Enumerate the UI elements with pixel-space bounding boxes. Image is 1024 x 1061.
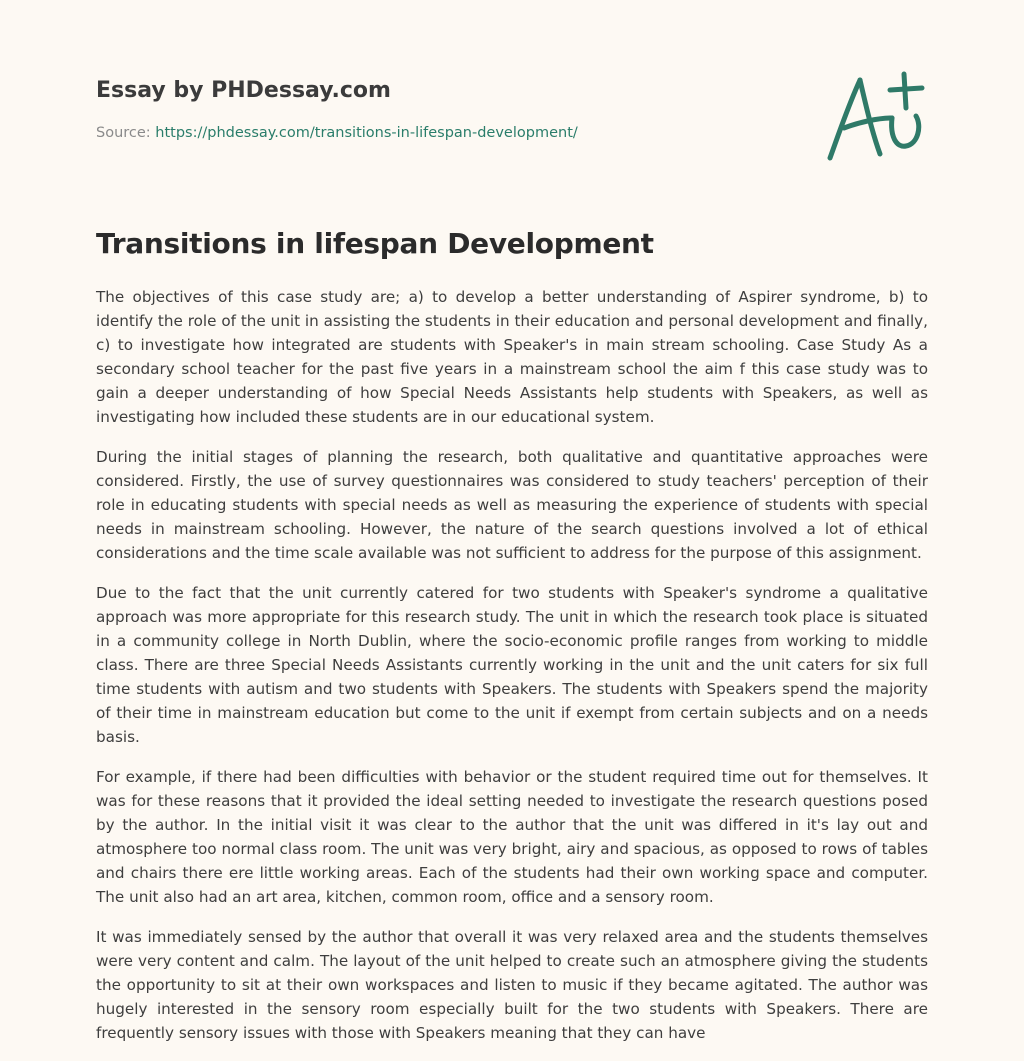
essay-paragraph: It was immediately sensed by the author that overall it was very relaxed area and the students themselves were very content and calm. The layout of the unit helped to create such an atmosphere giving the students the opportunity to sit at their own workspaces and listen to music if they became agitated. The author was hugely interested in the sensory room especially built for the two students with Speakers. There are frequently sensory issues with those with Speakers meaning that they can have [96, 928, 928, 1042]
a-plus-logo-icon [820, 66, 932, 166]
essay-paragraph: Due to the fact that the unit currently catered for two students with Speaker's syndrome a qualitative approach was more appropriate for this research study. The unit in which the research took place is situated in a community college in North Dublin, where the socio-economic profile ranges from working to middle class. There are three Special Needs Assistants currently working in the unit and the unit caters for six full time students with autism and two students with Speakers. The students with Speakers spend the majority of their time in mainstream education but come to the unit if exempt from certain subjects and on a needs basis. [96, 584, 928, 746]
essay-body [96, 285, 928, 1061]
essay-title: Transitions in lifespan Development [96, 227, 654, 260]
site-title: Essay by PHDessay.com [96, 78, 391, 103]
essay-paragraph: During the initial stages of planning the research, both qualitative and quantitative approaches were considered. Firstly, the use of survey questionnaires was considered to study teachers' perception of their role in educating students with special needs as well as measuring the experience of students with special needs in mainstream schooling. However, the nature of the search questions involved a lot of ethical considerations and the time scale available was not sufficient to address for the purpose of this assignment. [96, 448, 928, 562]
page-header [96, 76, 796, 143]
source-label: Source: [96, 125, 156, 141]
source-link[interactable]: https://phdessay.com/transitions-in-lifespan-development/ [155, 125, 578, 141]
essay-paragraph: For example, if there had been difficulties with behavior or the student required time out for themselves. It was for these reasons that it provided the ideal setting needed to investigate the research questions posed by the author. In the initial visit it was clear to the author that the unit was differed in it's lay out and atmosphere too normal class room. The unit was very bright, airy and spacious, as opposed to rows of tables and chairs there ere little working areas. Each of the students had their own working space and computer. The unit also had an art area, kitchen, common room, office and a sensory room. [96, 768, 928, 906]
source-line [96, 123, 796, 143]
essay-paragraph: The objectives of this case study are; a) to develop a better understanding of Aspirer syndrome, b) to identify the role of the unit in assisting the students in their education and personal development and finally, c) to investigate how integrated are students with Speaker's in main stream schooling. Case Study As a secondary school teacher for the past five years in a mainstream school the aim f this case study was to gain a deeper understanding of how Special Needs Assistants help students with Speakers, as well as investigating how included these students are in our educational system. [96, 288, 928, 426]
